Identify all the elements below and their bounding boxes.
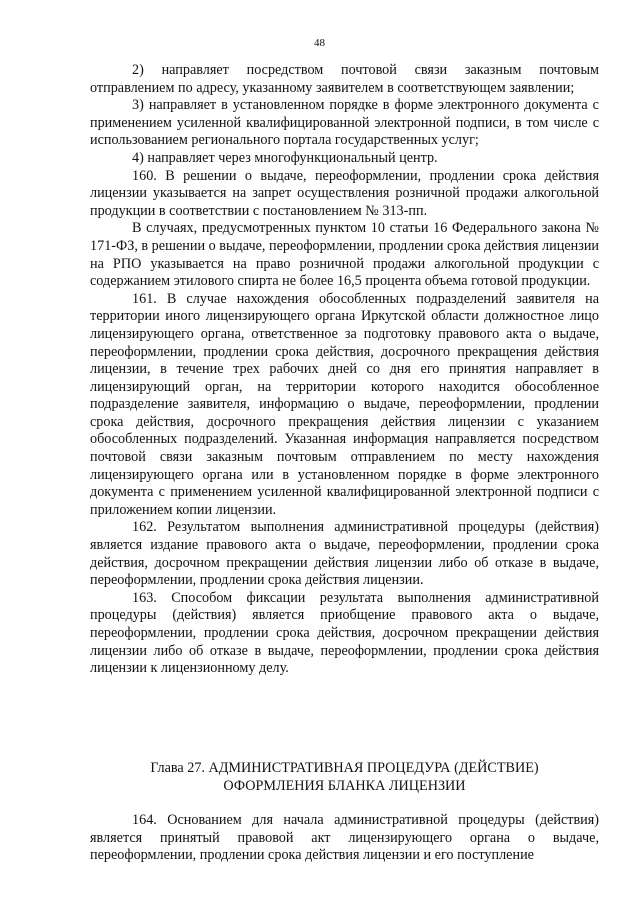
chapter-heading-line-1: Глава 27. АДМИНИСТРАТИВНАЯ ПРОЦЕДУРА (ДЕЙСТВИЕ)	[150, 760, 539, 776]
chapter-heading-line-2: ОФОРМЛЕНИЯ БЛАНКА ЛИЦЕНЗИИ	[223, 778, 466, 794]
paragraph-161: 161. В случае нахождения обособленных подразделений заявителя на территории иного лицензирующего органа Иркутской области должностное лицо лицензирующего органа, ответственное за подготовку правового акта о выдаче, переоформлении, продлении срока действия, досрочного прекращения действия лицензии, в течение трех рабочих дней со дня его принятия направляет в лицензирующий орган, на территории которого находится обособленное подразделение заявителя, информацию о выдаче, переоформлении, продлении срока действия, досрочного прекращения действия лицензии с указанием обособленных подразделений. Указанная информация направляется посредством почтовой связи заказным почтовым отправлением по месту нахождения лицензирующего органа или в установленном порядке в форме электронного документа с применением усиленной квалифицированной электронной подписи с приложением копии лицензии.	[90, 290, 599, 518]
paragraph-item-3: 3) направляет в установленном порядке в форме электронного документа с применением усиленной квалифицированной электронной подписи, в том числе с использованием регионального портала государственных услуг;	[90, 97, 599, 149]
chapter-heading	[90, 759, 599, 795]
paragraph-163: 163. Способом фиксации результата выполнения административной процедуры (действия) является приобщение правового акта о выдаче, переоформлении, продлении срока действия, досрочном прекращении действия лицензии либо об отказе в выдаче, переоформлении, продлении срока действия лицензии к лицензионному делу.	[90, 589, 599, 677]
chapter-body	[90, 812, 599, 865]
paragraph-item-4: 4) направляет через многофункциональный центр.	[132, 149, 438, 166]
document-body	[90, 62, 599, 678]
paragraph-162: 162. Результатом выполнения административной процедуры (действия) является издание правового акта о выдаче, переоформлении, продлении срока действия, досрочном прекращении действия лицензии либо об отказе в выдаче, переоформлении, продлении срока действия лицензии.	[90, 519, 599, 589]
paragraph-160-continued: В случаях, предусмотренных пунктом 10 статьи 16 Федерального закона № 171-ФЗ, в решении о выдаче, переоформлении, продлении срока действия лицензии на РПО указывается на право розничной продажи алкогольной продукции с содержанием этилового спирта не более 16,5 процента объема готовой продукции.	[90, 220, 599, 290]
paragraph-item-2: 2) направляет посредством почтовой связи заказным почтовым отправлением по адресу, указанному заявителем в соответствующем заявлении;	[90, 62, 599, 96]
page-number: 48	[314, 37, 325, 49]
paragraph-160: 160. В решении о выдаче, переоформлении, продлении срока действия лицензии указывается на запрет осуществления розничной продажи алкогольной продукции в соответствии с постановлением № 313-пп.	[90, 167, 599, 219]
paragraph-164: 164. Основанием для начала административной процедуры (действия) является принятый правовой акт лицензирующего органа о выдаче, переоформлении, продлении срока действия лицензии и его поступление	[90, 812, 599, 864]
